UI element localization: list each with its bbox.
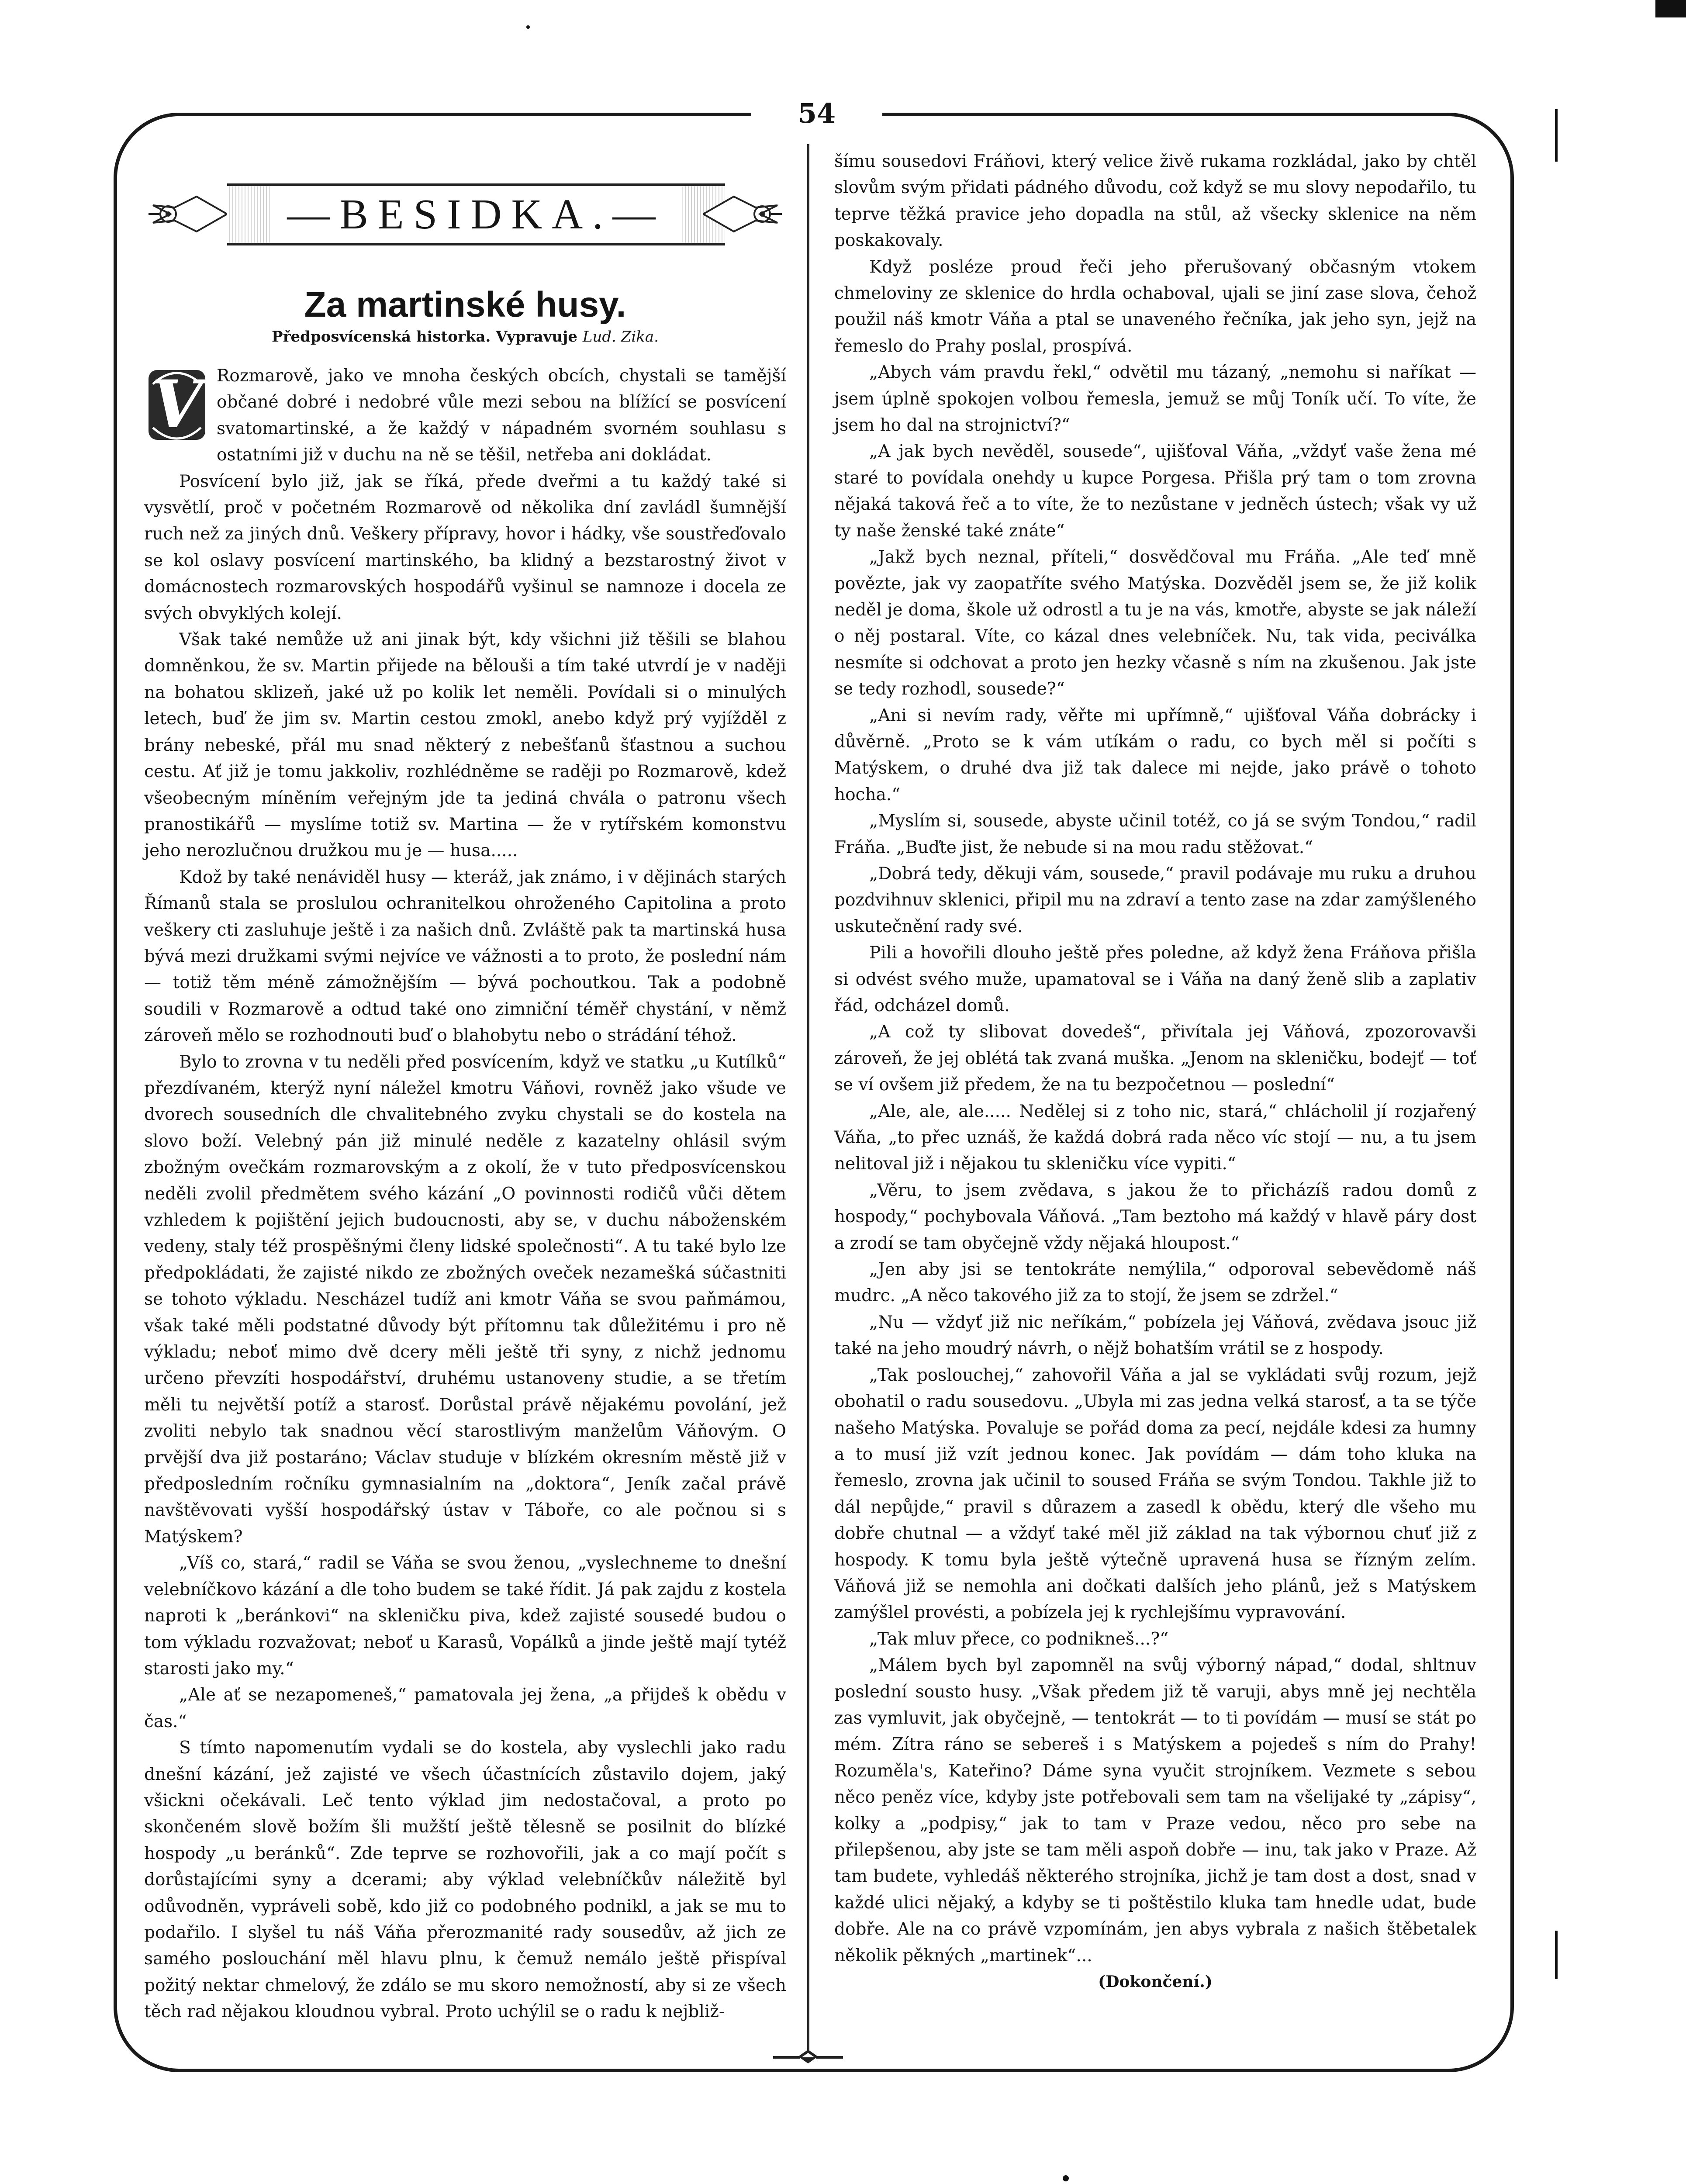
paragraph: „Víš co, stará,“ radil se Váňa se svou ženou, „vyslechneme to dnešní velebníčkovo kázání a dle toho budem se také řídit. Já pak zajdu z kostela naproti k „beránkovi“ na skleničku piva, kdež zajisté sousedé budou o tom výkladu rozvažovat; neboť u Karasů, Vopálků a jinde ještě mají tytéž starosti jako my.“ [144,1553,786,1679]
scan-mark-right [1555,1931,1558,1979]
scan-corner-right [1655,0,1686,17]
paragraph: „A což ty slibovat dovedeš“, přivítala jej Váňová, zpozorovavši zároveň, že jej oblétá tak zvaná muška. „Jenom na skleničku, bodejť — toť se ví ovšem již předem, že na tu bezpočetnou — poslední“ [834,1022,1476,1095]
page-number: 54 [751,92,882,135]
ornament-right-icon [703,188,786,240]
dropcap [144,366,210,443]
paragraph: „Ani si nevím rady, věřte mi upřímně,“ ujišťoval Váňa dobrácky i důvěrně. „Proto se k vám utíkám o radu, co bych měl si počíti s Matýskem, o druhé dva již tak dalece mi nejde, jako právě o tohoto hocha.“ [834,705,1476,805]
paragraph: „Jakž bych neznal, příteli,“ dosvědčoval mu Fráňa. „Ale teď mně povězte, jak vy zaopatříte svého Matýska. Dozvěděl jsem se, že již kolik neděl je doma, škole už odrostl a tu je na vás, kmotře, abyste se jak náleží o něj postaral. Víte, co kázal dnes velebníček. Nu, tak vida, peciválka nesmíte si odchovat a proto jen hezky včasně s ním na zkušenou. Jak jste se tedy rozhodl, sousede?“ [834,547,1476,699]
section-banner [144,162,786,266]
scan-mark-top [526,25,530,29]
author-name: Lud. Zika. [582,328,659,346]
banner-box [227,183,725,245]
paragraph: „Ale ať se nezapomeneš,“ pamatovala jej žena, „a přijdeš k obědu v čas.“ [144,1685,786,1731]
article-subtitle [144,328,786,346]
subtitle-text: Předposvícenská historka. Vypravuje [272,328,578,346]
column-divider [807,144,809,2051]
paragraph: „Nu — vždyť již nic neříkám,“ pobízela jej Váňová, zvědava jsouc již také na jeho moudrý návrh, o nějž bohatším vrátil se z hospody. [834,1312,1476,1359]
paragraph: S tímto napomenutím vydali se do kostela, aby vyslechli jako radu dnešní kázání, jež zajisté ve všech účastnících zůstavilo dojem, jaký všickni očekávali. Leč tento výklad jim nedostačoval, a proto po skončeném slově božím šli mužští ještě tělesně se posilnit do blízké hospody „u beránků“. Zde teprve se rozhovořili, jak a co mají počít s dorůstajícími syny a dcerami; aby výklad velebníčkův náležitě byl odůvodněn, vypráveli sobě, kdo již co podobného podnikl, a jak se mu to podařilo. I slyšel tu náš Váňa přerozmanité rady sousedův, až jich ze samého poslouchání měl hlavu plnu, k čemuž nemálo ještě přispíval požitý nektar chmelový, že zdálo se mu skoro nemožností, aby si ze všech těch rad nějakou kloudnou vybral. Proto uchýlil se o radu k nejbliž- [144,1738,786,2022]
paragraph: Posvícení bylo již, jak se říká, přede dveřmi a tu každý také si vysvětlí, proč v početném Rozmarově od několika dní zavládl šumnější ruch než za jiných dnů. Veškery přípravy, hovor i hádky, vše soustřeďovalo se kol oslavy posvícení martinského, ba klidný a bezstarostný život v domácnostech rozmarovských hospodářů vyšinul se namnoze i docela ze svých obvyklých kolejí. [144,471,786,623]
paragraph: Bylo to zrovna v tu neděli před posvícením, když ve statku „u Kutílků“ přezdívaném, kterýž nyní náležel kmotru Váňovi, rovněž jako všude ve dvorech sousedních dle chvalitebného zvyku chystali se do kostela na slovo boží. Velebný pán již minulé neděle z kazatelny ohlásil svým zbožným ovečkám rozmarovským a z okolí, že v tuto předposvícenskou neděli zvolil předmětem svého kázání „O povinnosti rodičů vůči dětem vzhledem k pojištění jejich budoucnosti, aby se, v duchu náboženském vedeny, staly též prospěšnými členy lidské společnosti“. A tu také bylo lze předpokládati, že zajisté nikdo ze zbožných oveček nezamešká súčastniti se tohoto výkladu. Nescházel tudíž ani kmotr Váňa se svou paňmámou, však také měli podstatné důvody být přítomnu tak důležitému i pro ně výkladu; neboť mimo dvě dcery měli ještě tři syny, z nichž jednomu určeno převzíti hospodářství, druhému ustanoveny studie, a se třetím měli tu největší potíž a starosť. Dorůstal právě nějakému povolání, jež zvoliti nebylo tak snadnou věcí starostlivým manželům Váňovým. O prvější dva již postaráno; Václav studuje v blízkém okresním městě již v předposledním ročníku gymnasialním na „doktora“, Jeník začal právě navštěvovati vyšší hospodářský ústav v Táboře, co ale počnou si s Matýskem? [144,1052,786,1547]
section-title: —BESIDKA.— [269,186,682,243]
paragraph: „Málem bych byl zapomněl na svůj výborný nápad,“ dodal, shltnuv poslední sousto husy. „Však předem již tě varuji, abys mně jej nechtěla zas vymluvit, jak obyčejně, — tentokrát — to ti povídám — musí se stát po mém. Zítra ráno se sebereš i s Matýskem a pojedeš s ním do Prahy! Rozuměla's, Kateřino? Dáme syna vyučit strojníkem. Vezmete s sebou něco peněz více, kdyby jste potřebovali sem tam na všelijaké ty „zápisy“, kolky a „podpisy,“ jak to tam v Praze vedou, něco pro sebe na přilepšenou, aby jste se tam měli aspoň dobře — inu, tak jako v Praze. Až tam budete, vyhledáš některého strojníka, jichž je tam dost a dost, snad v každé ulici nějaký, a kdyby se ti poštěstilo kluka tam hnedle udat, bude dobře. Ale na co právě vzpomínám, jen abys vybrala z našich štěbetalek několik pěkných „martinek“... [834,1655,1476,1966]
scan-mark-bottom [1063,2175,1069,2181]
paragraph: „Jen aby jsi se tentokráte nemýlila,“ odporoval sebevědomě náš mudrc. „A něco takového již za to stojí, že jsem se zdržel.“ [834,1260,1476,1306]
paragraph: „Ale, ale, ale..... Nedělej si z toho nic, stará,“ chlácholil jí rozjařený Váňa, „to přec uznáš, že každá dobrá rada něco víc stojí — nu, a tu jsem nelitoval již i nějakou tu skleničku více vypiti.“ [834,1101,1476,1174]
paragraph: šímu sousedovi Fráňovi, který velice živě rukama rozkládal, jako by chtěl slovům svým přidati pádného důvodu, což když se mu slovy nepodařilo, tu teprve těžká pravice jeho dopadla na stůl, až všecky sklenice na něm poskakovaly. [834,152,1476,251]
paragraph: Kdož by také nenáviděl husy — kteráž, jak známo, i v dějinách starých Římanů stala se proslulou ochranitelkou ohroženého Capitolina a proto veškery cti zasluhuje ještě i za našich dnů. Zvláště pak ta martinská husa bývá mezi družkami svými nejvíce ve vážnosti a to proto, že poslední nám — totiž těm méně zámožnějším — bývá pochoutkou. Tak a podobně soudili v Rozmarově a odtud také ono zimniční téměř chystání, v němž zároveň mělo se rozhodnouti buď o blahobytu nebo o strádání téhož. [144,867,786,1046]
paragraph: „A jak bych nevěděl, sousede“, ujišťoval Váňa, „vždyť vaše žena mé staré to povídala onehdy u kupce Porgesa. Přišla prý tam o tom zrovna nějaká taková řeč a to víte, že to nezůstane v jedněch ústech; však vy už ty naše ženské také znáte“ [834,442,1476,541]
article-title: Za martinské husy. [304,285,626,325]
paragraph: „Abych vám pravdu řekl,“ odvětil mu tázaný, „nemohu si naříkat — jsem úplně spokojen volbou řemesla, jemuž se můj Toník učí. To víte, že jsem ho dal na strojnictví?“ [834,363,1476,435]
dropcap-letter: V [151,366,203,443]
paragraph: „Tak poslouchej,“ zahovořil Váňa a jal se vykládati svůj rozum, jejž obohatil o radu sousedovu. „Ubyla mi zas jedna velká starosť, a ta se týče našeho Matýska. Povaluje se pořád doma za pecí, nejdále kdesi za humny a to musí již vzít jednou konec. Jak povídám — dám toho kluka na řemeslo, zrovna jak učinil to soused Fráňa se svým Tondou. Takhle již to dál nepůjde,“ pravil s důrazem a zasedl k obědu, který dle všeho mu dobře chutnal — a vždyť také měl již základ na tak výbornou chuť již z hospody. K tomu byla ještě výtečně upravená husa se řízným zelím. Váňová již se nemohla ani dočkati dalších jeho plánů, jež s Matýskem zamýšlel provésti, a pobízela jej k rychlejšímu vypravování. [834,1365,1476,1623]
paragraph: „Dobrá tedy, děkuji vám, sousede,“ pravil podávaje mu ruku a druhou pozdvihnuv sklenici, připil mu na zdraví a tento zase na zdar zamýšleného uskutečnění rady své. [834,864,1476,936]
bottom-ornament-icon [773,2049,843,2066]
right-column [834,149,1476,1991]
left-column [144,149,786,2025]
paragraph-text: Rozmarově, jako ve mnoha českých obcích, chystali se tamější občané dobré i nedobré vůle mezi sebou na blížící se posvícení svatomartinské, a že každý v nápadném svorném souhlasu s ostatními již v duchu na ně se těšil, netřeba ani dokládat. [217,366,786,465]
scan-mark-right [1555,109,1558,162]
paragraph: Když posléze proud řeči jeho přerušovaný občasným vtokem chmeloviny ze sklenice do hrdla ochaboval, ujali se jiní zase slova, čehož použil náš kmotr Váňa a ptal se unaveného řečníka, jak jeho syn, jejž na řemeslo do Prahy poslal, prospívá. [834,257,1476,356]
paragraph: „Myslím si, sousede, abyste učinil totéž, co já se svým Tondou,“ radil Fráňa. „Buďte jist, že nebude si na mou radu stěžovat.“ [834,811,1476,857]
paragraph: „Tak mluv přece, co podnikneš...?“ [869,1629,1169,1649]
ornament-left-icon [144,188,227,240]
paragraph: „Věru, to jsem zvědava, s jakou že to přicházíš radou domů z hospody,“ pochybovala Váňová. „Tam beztoho má každý v hlavě páry dost a zrodí se tam obyčejně vždy nějaká hloupost.“ [834,1180,1476,1253]
paragraph: Pili a hovořili dlouho ještě přes poledne, až když žena Fráňova přišla si odvést svého muže, upamatoval se i Váňa na daný ženě slib a zaplativ řád, odcházel domů. [834,943,1476,1016]
paragraph: Však také nemůže už ani jinak být, kdy všichni již těšili se blahou domněnkou, že sv. Martin přijede na bělouši a tím také utvrdí je v naději na bohatou sklizeň, jaké už po kolik let neměli. Povídali si o minulých letech, buď že jim sv. Martin cestou zmokl, anebo když prý vyjížděl z brány nebeské, přál mu snad některý z nebešťanů šťastnou a suchou cestu. Ať již je tomu jakkoliv, rozhlédněme se raději po Rozmarově, kdež všeobecným míněním veřejným jde ta jediná chvála o patronu všech pranostikářů — myslíme totiž sv. Martina — že v rytířském komonstvu jeho nerozlučnou družkou mu je — husa..... [144,630,786,861]
paragraph [144,363,786,469]
to-be-continued-note: (Dokončení.) [1098,1973,1213,1991]
